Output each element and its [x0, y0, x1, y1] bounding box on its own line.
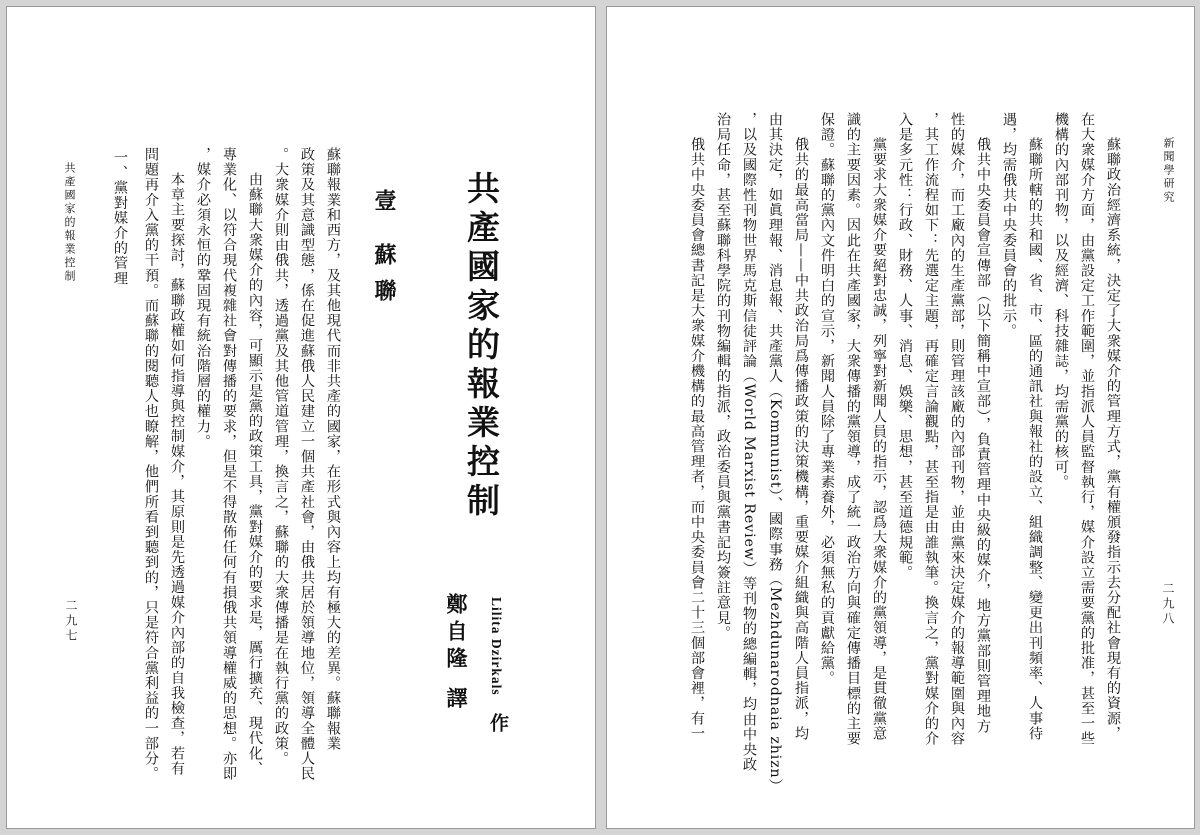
- author-role: 作: [487, 713, 509, 732]
- left-running-head: 共產國家的報業控制: [63, 162, 76, 284]
- paragraph-line: 由蘇聯大衆媒介的內容，可顯示是黨的政策工具，黨對媒介的要求是，厲行擴充、現代化、: [247, 172, 263, 776]
- paragraph-line: 問題再介入黨的干預。而蘇聯的閱聽人也瞭解，他們所看到聽到的，只是符合黨利益的一部分。: [143, 147, 159, 782]
- chapter-title: 共產國家的報業控制: [462, 171, 501, 522]
- paragraph-line: 黨要求大衆媒介要絕對忠誠，列寧對新聞人員的指示，認爲大衆媒介的黨領導，是貫徹黨意: [871, 137, 887, 741]
- paragraph-line: 性的媒介，而工廠內的生產黨部，則管理該廠的內部刊物，並由黨來決定媒介的報導範圍與內容: [949, 112, 965, 747]
- section-name: 蘇聯: [371, 243, 397, 315]
- paragraph-line: ，媒介必須永恒的鞏固現有統治階層的權力。: [195, 147, 211, 449]
- section-number: 壹: [371, 189, 397, 225]
- section-heading: 一、黨對媒介的管理: [112, 150, 128, 286]
- paragraph-line: 識的主要因素。因此在共產國家，大衆傳播的黨領導，成了統一政治方向與確定傳播目標的主要: [845, 112, 861, 747]
- paragraph-line: ，以及國際性刊物世界馬克斯信徒評論（World Marxist Review）等刊物的總編輯，均由中央政: [741, 112, 757, 773]
- paragraph-line: ，其工作流程如下：先選定主題，再確定言論觀點，甚至指是由誰執筆。換言之，黨對媒介的介: [923, 112, 939, 747]
- right-running-head: 新聞學研究: [1162, 137, 1175, 205]
- paragraph-line: 俄共中央委員會宣傳部（以下簡稱中宣部），負責管理中央級的媒介，地方黨部則管理地方: [975, 137, 991, 734]
- paragraph-line: 俄共中央委員會總書記是大衆媒介機構的最高管理者，而中央委員會二十三個部會裡，有一: [689, 137, 705, 741]
- author-name: Lilita Dzirkals: [489, 597, 504, 696]
- paragraph-line: 保證。蘇聯的黨內文件明白的宣示，新聞人員除了專業素養外，必須無私的貢獻給黨。: [819, 112, 835, 686]
- paragraph-line: 政策及其意識型態，係在促進蘇俄人民建立一個共產社會，由俄共居於領導地位，領導全體人民: [299, 147, 315, 782]
- paragraph-line: 蘇聯報業和西方，及其他現代而非共產的國家，在形式與內容上均有極大的差異。蘇聯報業: [325, 147, 341, 751]
- paragraph-line: 俄共的最高當局——中共政治局爲傳播政策的決策機構，重要媒介組織與高階人員指派，均: [793, 137, 809, 741]
- paragraph-line: 蘇聯所轄的共和國、省、市、區的通訊社與報社的設立、組織調整、變更出刊頻率、人事待: [1027, 137, 1043, 741]
- left-page: [6, 6, 596, 829]
- right-page-number: 二九八: [1161, 582, 1175, 627]
- translator-role: 譯: [444, 687, 469, 714]
- paragraph-line: 遇，均需俄共中央委員會的批示。: [1001, 112, 1017, 339]
- translator-name: 鄭自隆: [444, 593, 469, 674]
- paragraph-line: 。大衆媒介則由俄共，透過黨及其他管道管理，換言之，蘇聯的大衆傳播是在執行黨的政策。: [273, 147, 289, 767]
- paragraph-line: 治局任命，甚至蘇聯科學院的刊物編輯的指派，政治委員與黨書記均簽註意見。: [715, 112, 731, 641]
- paragraph-line: 入是多元性：行政、財務、人事、消息、娛樂、思想，甚至道德規範。: [897, 112, 913, 581]
- paragraph-line: 由其決定，如眞理報、消息報、共產黨人（Kommunist）、國際事務（Mezhdunarodnaia zhizn）: [767, 112, 783, 794]
- paragraph-line: 本章主要探討，蘇聯政權如何指導與控制媒介，其原則是先透過媒介內部的自我檢查，若有: [169, 172, 185, 776]
- paragraph-line: 蘇聯政治經濟系統，決定了大衆媒介的管理方式，黨有權頒發指示去分配社會現有的資源，: [1105, 137, 1121, 741]
- paragraph-line: 在大衆媒介方面，由黨設定工作範圍，並指派人員監督執行，媒介設立需要黨的批准，甚至一些: [1079, 112, 1095, 747]
- paragraph-line: 專業化、以符合現代複雜社會對傳播的要求，但是不得散佈任何有損俄共領導權威的思想。亦即: [221, 147, 237, 782]
- right-page: [606, 6, 1195, 829]
- paragraph-line: 機構的內部刊物，以及經濟、科技雜誌，均需黨的核可。: [1053, 112, 1069, 490]
- left-page-number: 二九七: [64, 599, 78, 644]
